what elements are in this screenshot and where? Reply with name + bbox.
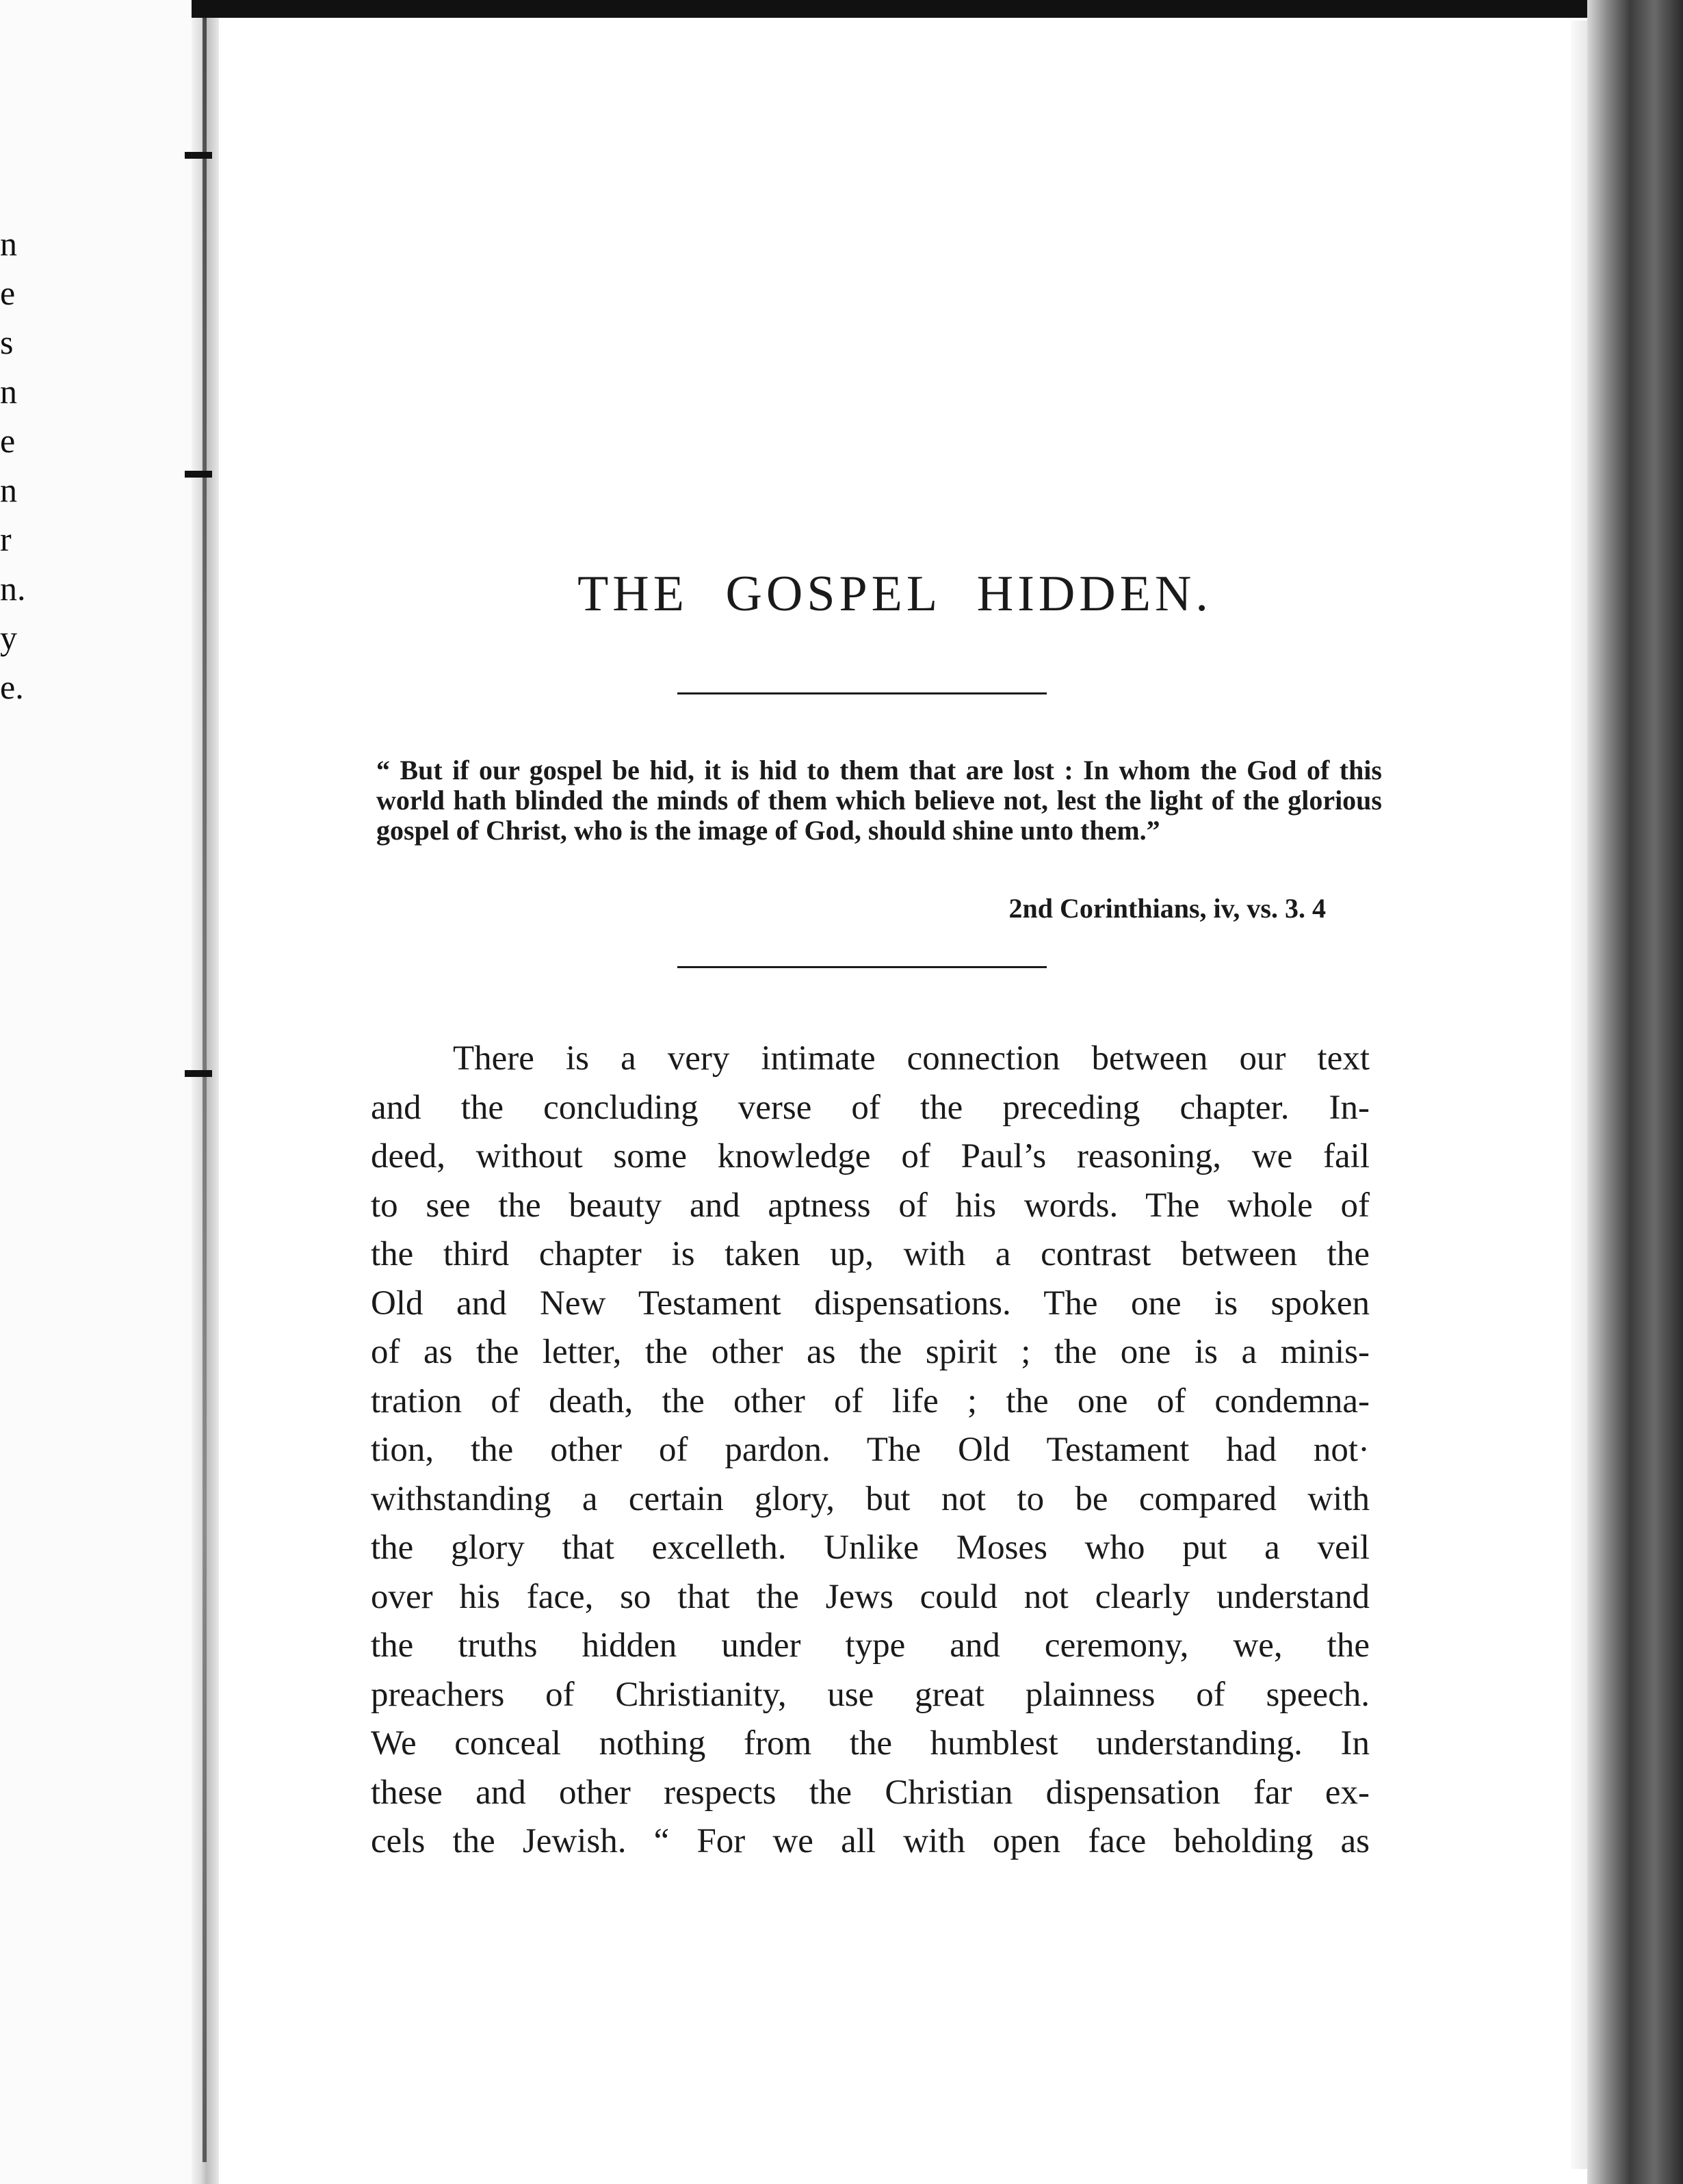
book-page bbox=[219, 18, 1571, 2184]
epigraph-quote: “ But if our gospel be hid, it is hid to them that are lost : In whom the God of this world hath blinded the minds of them which believe not, lest the light of the glorious gospel of Christ, who is the image of God, should shine unto them.” bbox=[376, 755, 1382, 846]
binding-stitch bbox=[185, 152, 212, 159]
body-line: preachers of Christianity, use great plainness of speech. bbox=[371, 1675, 1370, 1714]
binding-thread bbox=[203, 14, 207, 2162]
left-page-fragment: e bbox=[0, 421, 16, 460]
body-paragraph bbox=[371, 1035, 1370, 1867]
left-page-fragment: n bbox=[0, 372, 17, 411]
body-line: We conceal nothing from the humblest understanding. In bbox=[371, 1724, 1370, 1763]
body-line: tration of death, the other of life ; the one of condemna- bbox=[371, 1381, 1370, 1420]
body-line: cels the Jewish. “ For we all with open face beholding as bbox=[371, 1822, 1370, 1860]
body-line: of as the letter, the other as the spirit ; the one is a minis- bbox=[371, 1333, 1370, 1371]
body-line: and the concluding verse of the preceding chapter. In- bbox=[371, 1088, 1370, 1127]
body-line: to see the beauty and aptness of his words. The whole of bbox=[371, 1186, 1370, 1225]
body-line: Old and New Testament dispensations. The one is spoken bbox=[371, 1284, 1370, 1323]
left-page-fragment: y bbox=[0, 619, 17, 657]
epigraph-citation: 2nd Corinthians, iv, vs. 3. 4 bbox=[1008, 893, 1326, 924]
body-line: There is a very intimate connection between our text bbox=[453, 1039, 1370, 1078]
body-line: the truths hidden under type and ceremony, we, the bbox=[371, 1626, 1370, 1665]
body-line: the third chapter is taken up, with a contrast between the bbox=[371, 1235, 1370, 1273]
body-line: withstanding a certain glory, but not to be compared with bbox=[371, 1479, 1370, 1518]
binding-stitch bbox=[185, 1070, 212, 1077]
left-page-fragment: e. bbox=[0, 668, 24, 706]
left-page-fragment: e bbox=[0, 274, 16, 312]
left-page-fragment: n bbox=[0, 224, 17, 263]
body-line: these and other respects the Christian dispensation far ex- bbox=[371, 1773, 1370, 1812]
book-page-edges bbox=[1587, 0, 1683, 2184]
epigraph-divider-rule bbox=[677, 966, 1047, 968]
left-page-fragment: s bbox=[0, 323, 14, 361]
left-page-text-fragments bbox=[0, 219, 41, 712]
chapter-title: THE GOSPEL HIDDEN. bbox=[577, 566, 1212, 622]
body-line: over his face, so that the Jews could not clearly understand bbox=[371, 1577, 1370, 1616]
body-line: the glory that excelleth. Unlike Moses who put a veil bbox=[371, 1529, 1370, 1567]
title-divider-rule bbox=[677, 692, 1047, 694]
body-line: tion, the other of pardon. The Old Testament had not· bbox=[371, 1431, 1370, 1469]
left-page-fragment: n. bbox=[0, 569, 26, 608]
body-line: deed, without some knowledge of Paul’s reasoning, we fail bbox=[371, 1137, 1370, 1175]
left-page-fragment: n bbox=[0, 471, 17, 509]
page-top-edge bbox=[192, 0, 1601, 18]
binding-stitch bbox=[185, 471, 212, 478]
left-page-fragment: r bbox=[0, 520, 12, 558]
left-facing-page bbox=[0, 0, 192, 2184]
